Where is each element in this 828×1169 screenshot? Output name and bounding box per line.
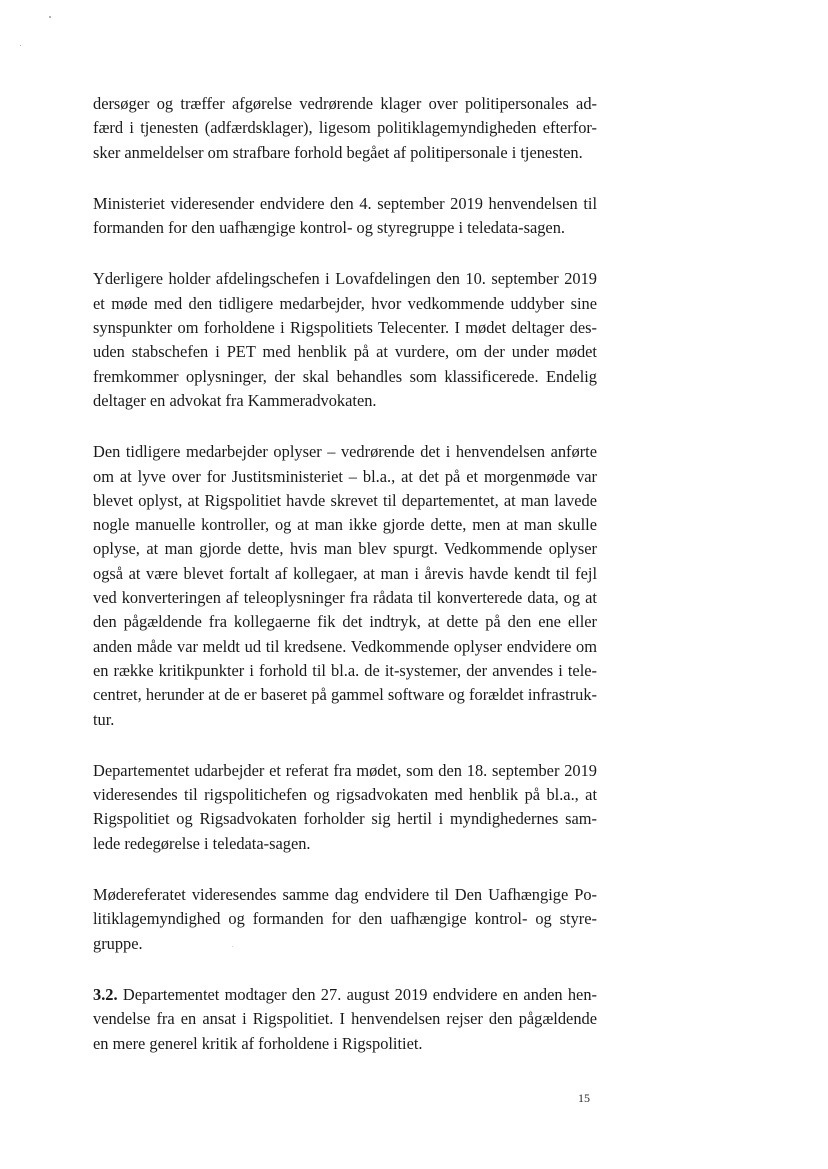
text-line: litiklagemyndighed og formanden for den uafhængige kontrol- og styre- [93, 909, 597, 929]
text-line: anden måde var meldt ud til kredsene. Vedkommende oplyser endvidere om [93, 636, 597, 656]
section-3-2 [93, 983, 597, 1056]
scan-speck [20, 45, 21, 46]
text-line: tur. [93, 709, 115, 729]
scan-speck [49, 16, 51, 18]
text-line: videresendes til rigspolitichefen og rigsadvokaten med henblik på bl.a., at [93, 785, 597, 805]
paragraph-minutes-forwarded [93, 883, 597, 956]
text-line: deltager en advokat fra Kammeradvokaten. [93, 390, 377, 410]
paragraph-employee-statement [93, 440, 597, 732]
text-line: formanden for den uafhængige kontrol- og styregruppe i teledata-sagen. [93, 218, 565, 238]
paragraph-forwarding [93, 192, 597, 241]
text-line: oplyse, at man gjorde dette, hvis man blev spurgt. Vedkommende oplyser [93, 539, 597, 559]
text-line: gruppe. [93, 933, 143, 953]
text-line: den pågældende fra kollegaerne fik det indtryk, at dette på den ene eller [93, 612, 597, 632]
text-line: om at lyve over for Justitsministeriet – bl.a., at det på et morgenmøde var [93, 466, 597, 486]
text-line: uden stabschefen i PET med henblik på at vurdere, om der under mødet [93, 342, 597, 362]
text-line: Den tidligere medarbejder oplyser – vedrørende det i henvendelsen anførte [93, 442, 597, 462]
text-line: en række kritikpunkter i forhold til bl.a. de it-systemer, der anvendes i tele- [93, 660, 597, 680]
section-number: 3.2. [93, 984, 118, 1004]
text-line: centret, herunder at de er baseret på gammel software og forældet infrastruk- [93, 685, 597, 705]
text-line: sker anmeldelser om strafbare forhold begået af politipersonale i tjenesten. [93, 142, 583, 162]
paragraph-meeting [93, 267, 597, 413]
text-line: et møde med den tidligere medarbejder, hvor vedkommende uddyber sine [93, 293, 597, 313]
page-number: 15 [578, 1091, 590, 1105]
text-line: lede redegørelse i teledata-sagen. [93, 833, 311, 853]
text-line: dersøger og træffer afgørelse vedrørende klager over politipersonales ad- [93, 94, 597, 113]
text-line: Yderligere holder afdelingschefen i Lovafdelingen den 10. september 2019 [93, 269, 597, 289]
text-line: Ministeriet videresender endvidere den 4. september 2019 henvendelsen til [93, 193, 597, 213]
text-line: Departementet udarbejder et referat fra mødet, som den 18. september 2019 [93, 760, 597, 780]
text-line: synspunkter om forholdene i Rigspolitiets Telecenter. I mødet deltager des- [93, 318, 597, 338]
text-line: færd i tjenesten (adfærdsklager), ligesom politiklagemyndigheden efterfor- [93, 118, 597, 138]
text-line: Mødereferatet videresendes samme dag endvidere til Den Uafhængige Po- [93, 885, 597, 905]
text-line: fremkommer oplysninger, der skal behandles som klassificerede. Endelig [93, 366, 597, 386]
text-line [93, 983, 597, 1007]
text-line: Rigspolitiet og Rigsadvokaten forholder sig hertil i myndighedernes sam- [93, 809, 597, 829]
text-line: blevet oplyst, at Rigspolitiet havde skrevet til departementet, at man lavede [93, 490, 597, 510]
section-text: Departementet modtager den 27. august 2019 endvidere en anden hen- [122, 984, 597, 1004]
paragraph-minutes [93, 759, 597, 856]
body-text [93, 92, 597, 1083]
text-line: ved konverteringen af teleoplysninger fra rådata til konverterede data, og at [93, 588, 597, 608]
paragraph-continuation [93, 92, 597, 165]
text-line: også at være blevet fortalt af kollegaer, at man i årevis havde kendt til fejl [93, 563, 597, 583]
text-line: vendelse fra en ansat i Rigspolitiet. I henvendelsen rejser den pågældende [93, 1009, 597, 1029]
text-line: nogle manuelle kontroller, og at man ikke gjorde dette, men at man skulle [93, 515, 597, 535]
text-line: en mere generel kritik af forholdene i Rigspolitiet. [93, 1033, 423, 1053]
